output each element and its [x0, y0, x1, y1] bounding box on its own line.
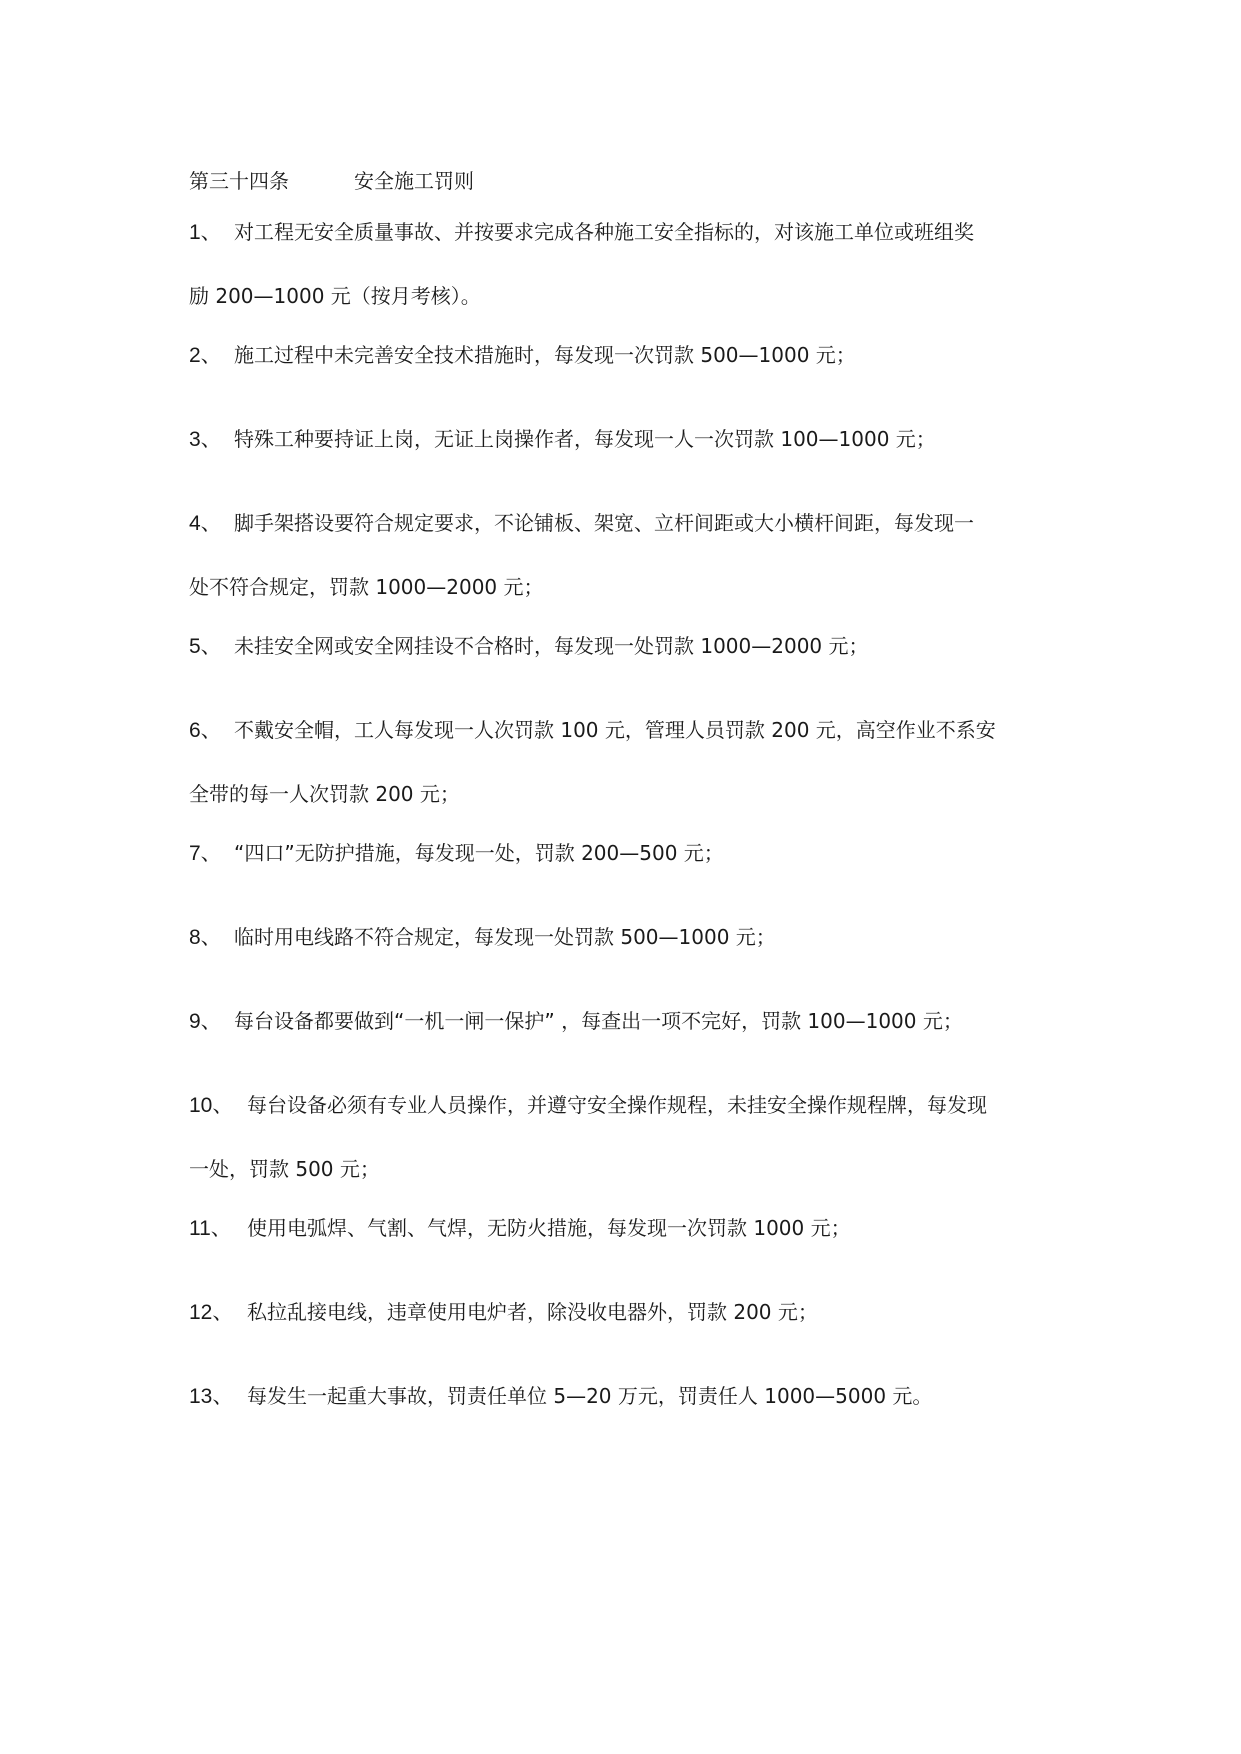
- item-index: 11、: [189, 1217, 232, 1240]
- list-item: [189, 1297, 1069, 1328]
- item-index: 9、: [189, 1010, 222, 1033]
- item-text: 未挂安全网或安全网挂设不合格时，每发现一处罚款 1000—2000 元；: [234, 634, 869, 658]
- item-text: 处不符合规定，罚款 1000—2000 元；: [189, 575, 544, 599]
- item-text: 每台设备必须有专业人员操作，并遵守安全操作规程，未挂安全操作规程牌，每发现: [247, 1093, 987, 1117]
- list-item: [189, 715, 1069, 809]
- item-text: “四口”无防护措施，每发现一处，罚款 200—500 元；: [234, 841, 724, 865]
- item-text: 施工过程中未完善安全技术措施时，每发现一次罚款 500—1000 元；: [234, 343, 856, 367]
- list-item: [189, 424, 1069, 455]
- item-index: 3、: [189, 428, 222, 451]
- item-text: 临时用电线路不符合规定，每发现一处罚款 500—1000 元；: [234, 925, 776, 949]
- item-text: 脚手架搭设要符合规定要求，不论铺板、架宽、立杆间距或大小横杆间距，每发现一: [234, 511, 974, 535]
- item-index: 1、: [189, 221, 222, 244]
- item-text: 励 200—1000 元（按月考核）。: [189, 284, 481, 308]
- item-text: 每发生一起重大事故，罚责任单位 5—20 万元，罚责任人 1000—5000 元。: [247, 1384, 933, 1408]
- item-text: 每台设备都要做到“一机一闸一保护” ，每查出一项不完好，罚款 100—1000 元；: [234, 1009, 963, 1033]
- list-item: [189, 1381, 1069, 1412]
- list-item: [189, 508, 1069, 602]
- list-item: [189, 217, 1069, 311]
- list-item: [189, 922, 1069, 953]
- article-heading: [189, 166, 474, 196]
- item-text: 全带的每一人次罚款 200 元；: [189, 782, 460, 806]
- article-title: 安全施工罚则: [354, 169, 474, 193]
- item-text: 特殊工种要持证上岗，无证上岗操作者，每发现一人一次罚款 100—1000 元；: [234, 427, 936, 451]
- item-text: 对工程无安全质量事故、并按要求完成各种施工安全指标的，对该施工单位或班组奖: [234, 220, 974, 244]
- list-item: [189, 1213, 1069, 1244]
- list-item: [189, 838, 1069, 869]
- item-index: 10、: [189, 1094, 234, 1117]
- item-text: 使用电弧焊、气割、气焊，无防火措施，每发现一次罚款 1000 元；: [247, 1216, 851, 1240]
- item-text: 不戴安全帽，工人每发现一人次罚款 100 元，管理人员罚款 200 元，高空作业不系安: [234, 718, 996, 742]
- item-text: 一处，罚款 500 元；: [189, 1157, 380, 1181]
- item-index: 8、: [189, 926, 222, 949]
- list-item: [189, 1090, 1069, 1184]
- item-index: 12、: [189, 1301, 234, 1324]
- item-index: 6、: [189, 719, 222, 742]
- item-index: 5、: [189, 635, 222, 658]
- item-text: 私拉乱接电线，违章使用电炉者，除没收电器外，罚款 200 元；: [247, 1300, 818, 1324]
- article-number: 第三十四条: [189, 169, 289, 193]
- item-index: 13、: [189, 1385, 234, 1408]
- list-item: [189, 631, 1069, 662]
- item-index: 4、: [189, 512, 222, 535]
- list-item: [189, 340, 1069, 371]
- item-index: 7、: [189, 842, 222, 865]
- list-item: [189, 1006, 1069, 1037]
- item-index: 2、: [189, 344, 222, 367]
